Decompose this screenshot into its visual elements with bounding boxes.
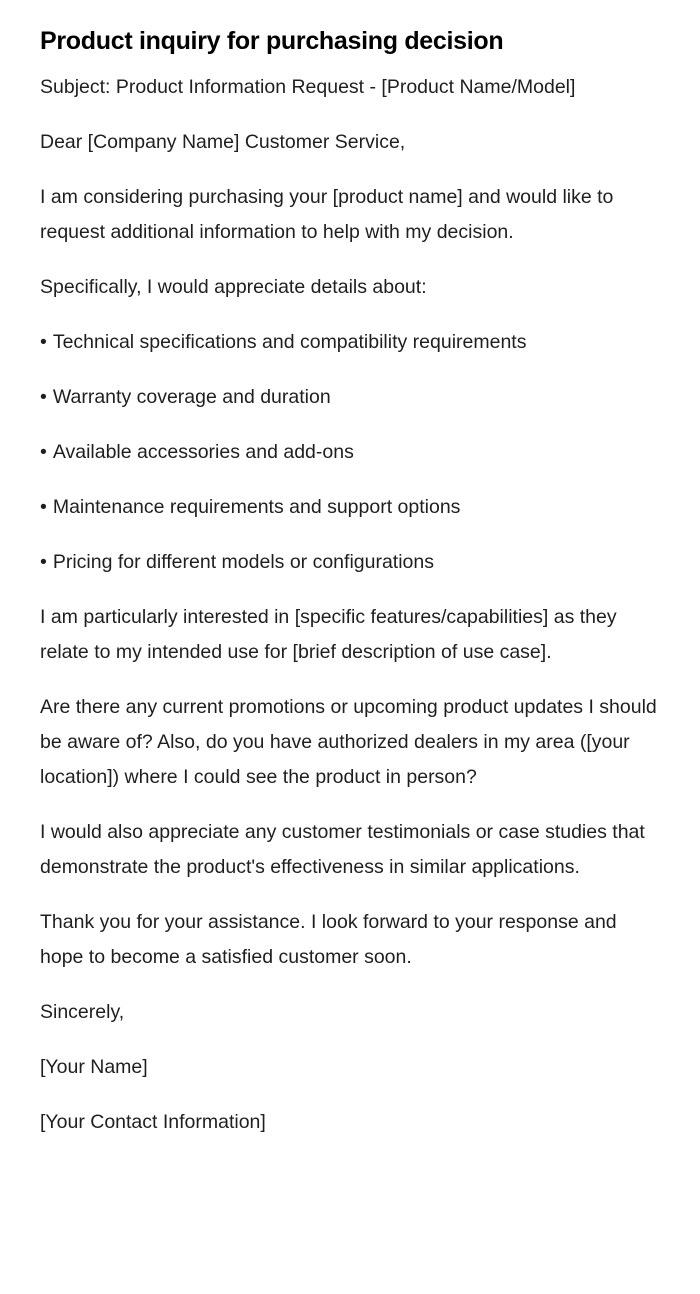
- list-item: [40, 490, 660, 525]
- bullet-icon: •: [40, 496, 47, 518]
- list-item-text: Pricing for different models or configurations: [52, 551, 434, 573]
- closing: Sincerely,: [40, 1001, 125, 1023]
- bullet-icon: •: [40, 331, 47, 353]
- intro-paragraph: I am considering purchasing your [product name] and would like to request additional information to help with my decision.: [40, 186, 614, 243]
- list-item: [40, 380, 660, 415]
- promotions-paragraph: Are there any current promotions or upcoming product updates I should be aware of? Also, do you have authorized dealers in my area ([your location]) where I could see the product in person?: [40, 696, 657, 788]
- list-item-text: Maintenance requirements and support options: [52, 496, 461, 518]
- bullet-icon: •: [40, 551, 47, 573]
- page-title: Product inquiry for purchasing decision: [40, 27, 504, 55]
- list-item-text: Technical specifications and compatibility requirements: [52, 331, 527, 353]
- list-item: [40, 435, 660, 470]
- interest-paragraph: I am particularly interested in [specific features/capabilities] as they relate to my intended use for [brief description of use case].: [40, 606, 617, 663]
- greeting: Dear [Company Name] Customer Service,: [40, 131, 406, 153]
- signature-contact: [Your Contact Information]: [40, 1111, 266, 1133]
- bullet-icon: •: [40, 441, 47, 463]
- testimonials-paragraph: I would also appreciate any customer testimonials or case studies that demonstrate the product's effectiveness in similar applications.: [40, 821, 645, 878]
- list-item: [40, 325, 660, 360]
- list-item: [40, 545, 660, 580]
- list-item-text: Available accessories and add-ons: [52, 441, 354, 463]
- thanks-paragraph: Thank you for your assistance. I look forward to your response and hope to become a satisfied customer soon.: [40, 911, 617, 968]
- signature-name: [Your Name]: [40, 1056, 148, 1078]
- details-list: [40, 325, 660, 580]
- bullet-icon: •: [40, 386, 47, 408]
- details-lead: Specifically, I would appreciate details about:: [40, 276, 427, 298]
- subject-line: Subject: Product Information Request - [Product Name/Model]: [40, 76, 576, 98]
- list-item-text: Warranty coverage and duration: [52, 386, 331, 408]
